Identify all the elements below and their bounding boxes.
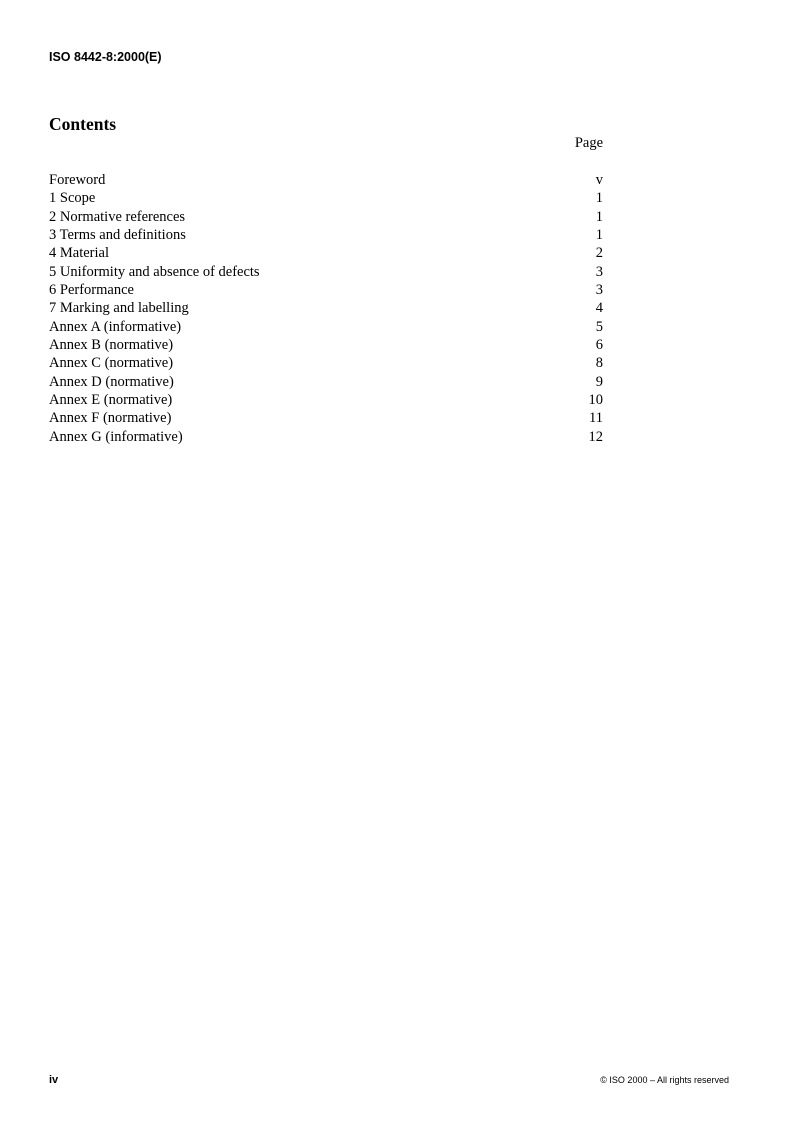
toc-entry-page: 4 xyxy=(595,300,603,317)
toc-entry[interactable] xyxy=(49,391,603,409)
toc-entry-title: 2 Normative references xyxy=(49,208,186,225)
toc-entry[interactable] xyxy=(49,263,603,281)
toc-entry-title: Annex F (normative) xyxy=(49,410,172,427)
toc-entry-page: 6 xyxy=(595,337,603,354)
toc-entry[interactable] xyxy=(49,189,603,207)
toc-entry-title: Foreword xyxy=(49,172,106,188)
toc-entry-title: Annex G (informative) xyxy=(49,428,183,445)
toc-entry-page: 8 xyxy=(595,355,603,372)
toc-entry[interactable] xyxy=(49,226,603,244)
toc-entry-page: 9 xyxy=(595,373,603,390)
toc-entry-title: 7 Marking and labelling xyxy=(49,300,189,317)
toc-entry[interactable] xyxy=(49,281,603,299)
toc-entry-title: 1 Scope xyxy=(49,190,96,207)
toc-entry-title: Annex A (informative) xyxy=(49,318,182,335)
toc-entry-title: Annex C (normative) xyxy=(49,355,174,372)
toc-entry[interactable] xyxy=(49,318,603,336)
toc-entry-title: 6 Performance xyxy=(49,282,134,299)
toc-entry-page: 5 xyxy=(595,318,603,335)
toc-entry-page: 10 xyxy=(588,392,603,409)
toc-entry-page: 1 xyxy=(595,227,603,244)
toc-entry-page: 11 xyxy=(589,410,603,427)
toc-entry-page: 1 xyxy=(595,208,603,225)
toc-entry-page: 3 xyxy=(595,282,603,299)
toc-entry[interactable] xyxy=(49,373,603,391)
toc-entry-page: 3 xyxy=(595,263,603,280)
toc-entry-page: 2 xyxy=(595,245,603,262)
toc-entry[interactable] xyxy=(49,171,603,189)
footer-copyright: © ISO 2000 – All rights reserved xyxy=(600,1075,729,1085)
toc-entry[interactable] xyxy=(49,409,603,427)
toc-entry[interactable] xyxy=(49,299,603,317)
table-of-contents xyxy=(49,171,603,446)
toc-entry[interactable] xyxy=(49,354,603,372)
document-id-header: ISO 8442-8:2000(E) xyxy=(49,50,162,64)
footer-page-number: iv xyxy=(49,1074,59,1086)
toc-entry-title: 4 Material xyxy=(49,245,109,262)
toc-entry-page: 1 xyxy=(595,190,603,207)
toc-entry[interactable] xyxy=(49,336,603,354)
contents-heading: Contents xyxy=(49,114,117,134)
page-column-label: Page xyxy=(574,135,603,151)
toc-entry-title: 5 Uniformity and absence of defects xyxy=(49,263,260,280)
toc-entry[interactable] xyxy=(49,208,603,226)
toc-entry-title: Annex B (normative) xyxy=(49,337,174,354)
toc-entry[interactable] xyxy=(49,244,603,262)
toc-entry-page: 12 xyxy=(588,428,603,445)
toc-entry-page: v xyxy=(595,172,603,188)
toc-entry[interactable] xyxy=(49,428,603,446)
toc-entry-title: 3 Terms and definitions xyxy=(49,227,186,244)
toc-entry-title: Annex D (normative) xyxy=(49,373,174,390)
toc-entry-title: Annex E (normative) xyxy=(49,392,173,409)
